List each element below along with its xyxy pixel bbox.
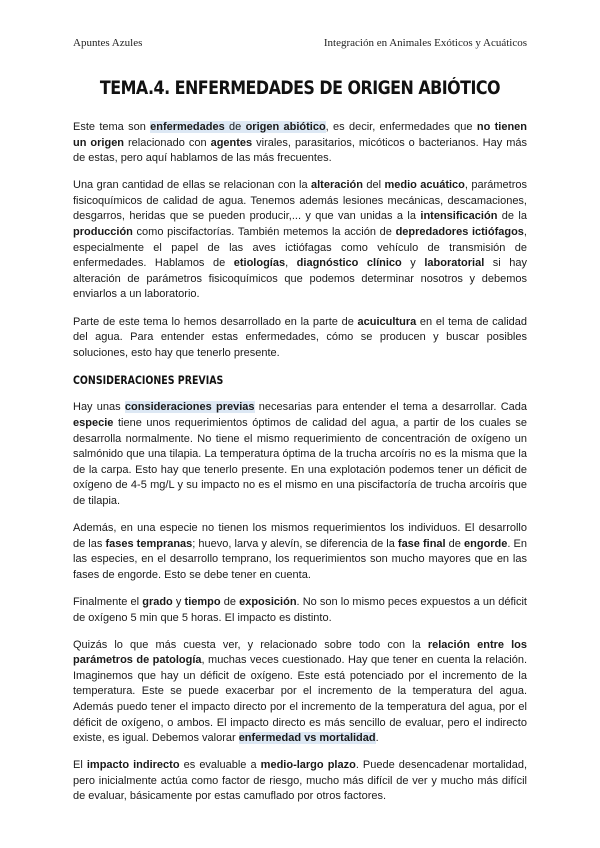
text-run: Parte de este tema lo hemos desarrollado en la parte de bbox=[73, 315, 358, 328]
text-run: , bbox=[285, 257, 297, 270]
section-paragraphs bbox=[73, 400, 527, 805]
paragraph bbox=[73, 758, 527, 805]
paragraph bbox=[73, 521, 527, 583]
text-run: . bbox=[375, 732, 379, 745]
paragraph bbox=[73, 315, 527, 362]
bold-term: especie bbox=[73, 417, 114, 429]
text-run: Una gran cantidad de ellas se relacionan con la bbox=[73, 179, 311, 192]
text-run: de la bbox=[497, 210, 527, 223]
header-left: Apuntes Azules bbox=[73, 37, 143, 49]
text-run: de bbox=[224, 121, 246, 133]
text-run: Además, en una especie no tienen los mismos requerimientos los individuos. El desarrollo de las bbox=[73, 522, 527, 550]
text-run: relacionado con bbox=[124, 136, 211, 149]
text-run: si hay alteración de parámetros fisicoquímicos que podemos determinar nosotros y debemos enviarlos a un laboratorio. bbox=[73, 257, 527, 301]
bold-term: laboratorial bbox=[424, 257, 485, 270]
bold-term: enfermedades bbox=[150, 121, 225, 133]
text-run: Hay unas bbox=[73, 401, 125, 414]
text-run: , muchas veces cuestionado. Hay que tener en cuenta la relación. Imaginemos que hay un déficit de oxígeno. Este está potenciado por el incremento de la temperatura. Este se puede exacerbar por el incremento de la temperatura del agua. Además puedo tener el impacto directo por el incremento de la temperatura del agua, por el déficit de oxígeno, o ambos. El impacto directo es más sencillo de evaluar, pero el indirecto existe, es igual. Debemos valorar bbox=[73, 654, 527, 745]
bold-term: exposición bbox=[239, 595, 297, 608]
bold-term: consideraciones previas bbox=[124, 401, 255, 414]
bold-term: agentes bbox=[210, 136, 253, 149]
bold-term: intensificación bbox=[420, 210, 498, 223]
text-run: Este tema son bbox=[73, 121, 151, 133]
document-title: TEMA.4. ENFERMEDADES DE ORIGEN ABIÓTICO bbox=[99, 78, 501, 99]
bold-term: acuicultura bbox=[357, 315, 417, 328]
text-run: tiene unos requerimientos óptimos de calidad del agua, a partir de los cuales se desarrolla normalmente. No tiene el mismo requerimiento de concentración de oxígeno un salmónido que una tilapia. La temperatura óptima de la trucha arcoíris no es la misma que la de la carpa. Esto hay que tenerlo presente. En una explotación podemos tener un déficit de oxígeno de 4-5 mg/L y su impacto no es el mismo en una piscifactoría de trucha arcoíris que de tilapia. bbox=[73, 417, 527, 507]
text-run: , parámetros fisicoquímicos de calidad de agua. Tenemos además lesiones mecánicas, descamaciones, desgarros, heridas que se pueden producir,... y que van unidas a la bbox=[73, 179, 528, 223]
header-right: Integración en Animales Exóticos y Acuáticos bbox=[323, 37, 527, 49]
text-run: es evaluable a bbox=[179, 759, 261, 772]
bold-term: relación entre los parámetros de patología bbox=[73, 638, 527, 667]
bold-term: diagnóstico clínico bbox=[296, 257, 402, 270]
intro-paragraphs bbox=[73, 120, 527, 361]
paragraph bbox=[73, 400, 527, 509]
bold-term: fases tempranas bbox=[105, 537, 193, 550]
text-run: de bbox=[445, 537, 464, 550]
text-run: necesarias para entender el tema a desarrollar. Cada bbox=[254, 401, 527, 414]
paragraph bbox=[73, 120, 527, 167]
bold-term: engorde bbox=[464, 537, 508, 550]
text-run: Finalmente el bbox=[73, 595, 143, 608]
bold-term: alteración bbox=[311, 179, 363, 192]
bold-term: no tienen un origen bbox=[73, 121, 527, 149]
text-run: Quizás lo que más cuesta ver, y relacionado sobre todo con la bbox=[73, 638, 428, 651]
text-run: . En las especies, en el desarrollo temprano, los requerimientos son mucho mayores que en las fases de engorde. Esto se debe tener en cuenta. bbox=[73, 537, 527, 581]
text-run: . Puede desencadenar mortalidad, pero inicialmente actúa como factor de riesgo, mucho más difícil de ver y mucho más difícil de evaluar, básicamente por estas camuflado por otros factores. bbox=[73, 759, 528, 803]
paragraph bbox=[73, 178, 527, 303]
bold-term: fase final bbox=[397, 537, 446, 550]
text-run: virales, parasitarios, micóticos o bacterianos. Hay más de estas, pero aquí hablamos de las más frecuentes. bbox=[73, 136, 527, 165]
bold-term: etiologías bbox=[233, 257, 286, 270]
bold-term: grado bbox=[142, 595, 173, 608]
section-heading: CONSIDERACIONES PREVIAS bbox=[73, 372, 224, 387]
text-run: , especialmente el papel de las aves ictiófagas como vehículo de transmisión de enfermedades. Hablamos de bbox=[73, 226, 527, 270]
bold-term: medio acuático bbox=[384, 179, 465, 192]
text-run: de bbox=[220, 595, 240, 608]
document-body bbox=[73, 120, 527, 817]
text-run: del bbox=[362, 179, 385, 192]
text-run: y bbox=[172, 595, 185, 608]
bold-term: origen abiótico bbox=[245, 121, 326, 133]
text-run: . No son lo mismo peces expuestos a un déficit de oxígeno 5 min que 5 horas. El impacto es distinto. bbox=[73, 595, 527, 624]
text-run: como piscifactorías. También metemos la acción de bbox=[132, 226, 396, 239]
page-header bbox=[73, 37, 527, 49]
paragraph bbox=[73, 595, 527, 626]
bold-term: producción bbox=[73, 226, 133, 239]
text-run: , es decir, enfermedades que bbox=[325, 121, 477, 133]
text-run: en el tema de calidad del agua. Para entender estas enfermedades, cómo se producen y buscar posibles soluciones, esto hay que tenerlo presente. bbox=[73, 315, 527, 359]
bold-term: enfermedad vs mortalidad bbox=[238, 732, 376, 745]
text-run: ; huevo, larva y alevín, se diferencia de la bbox=[192, 537, 398, 550]
bold-term: impacto indirecto bbox=[86, 759, 180, 772]
text-run: El bbox=[73, 759, 87, 772]
paragraph bbox=[73, 638, 527, 747]
text-run: y bbox=[401, 257, 425, 270]
bold-term: depredadores ictiófagos bbox=[395, 226, 524, 239]
bold-term: medio-largo plazo bbox=[260, 759, 356, 772]
bold-term: tiempo bbox=[184, 595, 221, 608]
